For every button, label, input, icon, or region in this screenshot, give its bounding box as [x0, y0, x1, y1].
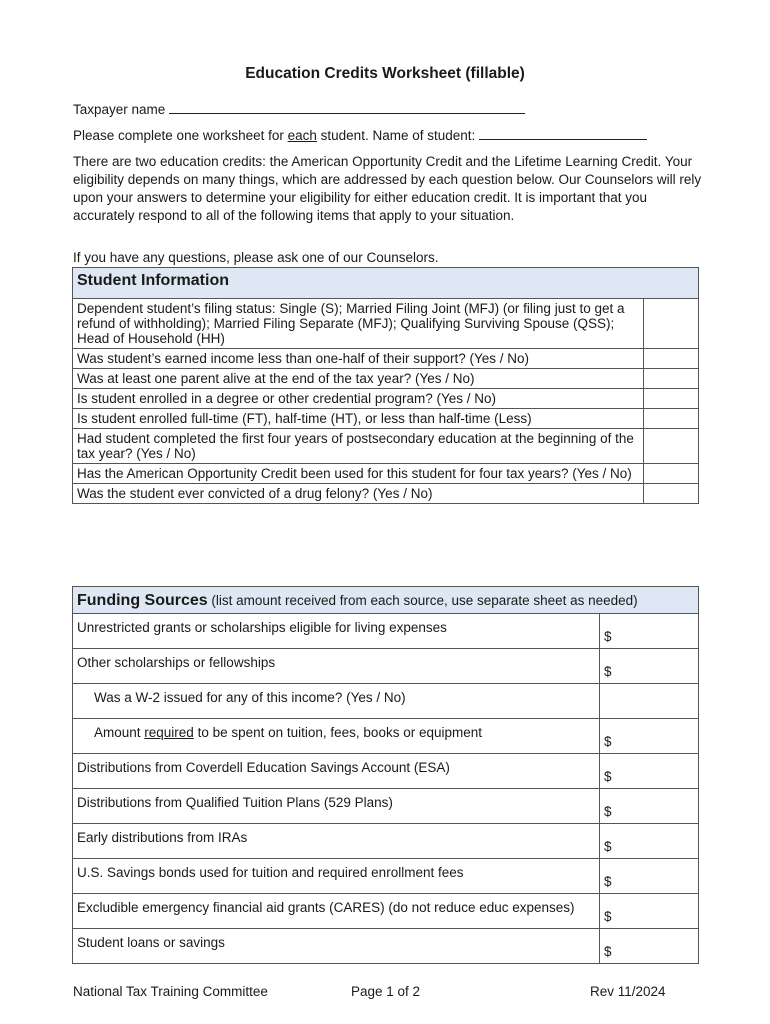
student-line-text: Please complete one worksheet for — [73, 128, 288, 143]
table-row — [73, 409, 699, 429]
amount-field[interactable]: $ — [600, 859, 699, 894]
funding-sources-heading — [73, 587, 699, 614]
funding-label: Student loans or savings — [73, 929, 600, 964]
table-row — [73, 429, 699, 464]
amount-field[interactable]: $ — [600, 894, 699, 929]
answer-field[interactable] — [644, 484, 699, 504]
page-title: Education Credits Worksheet (fillable) — [245, 65, 525, 82]
funding-label: Distributions from Coverdell Education Savings Account (ESA) — [73, 754, 600, 789]
question-label: Has the American Opportunity Credit been used for this student for four tax years? (Yes / No) — [73, 464, 644, 484]
question-label: Is student enrolled full-time (FT), half-time (HT), or less than half-time (Less) — [73, 409, 644, 429]
amount-field[interactable]: $ — [600, 614, 699, 649]
student-line-emphasis: each — [287, 128, 317, 143]
footer-revision: Rev 11/2024 — [590, 984, 666, 999]
question-label: Was the student ever convicted of a drug felony? (Yes / No) — [73, 484, 644, 504]
student-information-heading: Student Information — [73, 268, 699, 299]
table-row — [73, 929, 699, 964]
answer-field[interactable] — [644, 349, 699, 369]
funding-sources-table — [72, 586, 699, 964]
amount-field[interactable]: $ — [600, 754, 699, 789]
table-row — [73, 754, 699, 789]
question-label: Dependent student’s filing status: Single (S); Married Filing Joint (MFJ) (or filing just to get a refund of withholding); Married Filing Separate (MFJ); Qualifying Surviving Spouse (QSS); Head of Household (HH) — [73, 299, 644, 349]
table-row — [73, 299, 699, 349]
amount-field[interactable]: $ — [600, 719, 699, 754]
table-row — [73, 824, 699, 859]
funding-label: Early distributions from IRAs — [73, 824, 600, 859]
funding-label: Distributions from Qualified Tuition Plans (529 Plans) — [73, 789, 600, 824]
student-name-field[interactable] — [479, 127, 647, 140]
table-row — [73, 789, 699, 824]
amount-field[interactable]: $ — [600, 929, 699, 964]
answer-field[interactable] — [644, 299, 699, 349]
table-row — [73, 894, 699, 929]
footer-page-number: Page 1 of 2 — [351, 984, 421, 999]
answer-field[interactable] — [644, 464, 699, 484]
amount-field[interactable]: $ — [600, 824, 699, 859]
funding-label: Was a W-2 issued for any of this income? (Yes / No) — [73, 684, 600, 719]
amount-field[interactable]: $ — [600, 649, 699, 684]
funding-label — [73, 719, 600, 754]
funding-heading-note: (list amount received from each source, use separate sheet as needed) — [207, 593, 638, 608]
table-row — [73, 684, 699, 719]
funding-heading-title: Funding Sources — [77, 592, 208, 609]
funding-label: Unrestricted grants or scholarships eligible for living expenses — [73, 614, 600, 649]
table-row — [73, 484, 699, 504]
label-emphasis: required — [144, 725, 194, 740]
table-row — [73, 389, 699, 409]
footer-organization: National Tax Training Committee — [73, 984, 268, 999]
question-label: Was student’s earned income less than one-half of their support? (Yes / No) — [73, 349, 644, 369]
label-text: Amount — [94, 725, 145, 740]
table-row — [73, 369, 699, 389]
funding-label: Other scholarships or fellowships — [73, 649, 600, 684]
amount-field[interactable]: $ — [600, 789, 699, 824]
table-row — [73, 719, 699, 754]
taxpayer-name-label: Taxpayer name — [73, 102, 166, 117]
taxpayer-name-row — [73, 101, 525, 117]
table-row — [73, 349, 699, 369]
question-label: Is student enrolled in a degree or other credential program? (Yes / No) — [73, 389, 644, 409]
questions-note: If you have any questions, please ask one of our Counselors. — [73, 250, 439, 265]
answer-field[interactable] — [644, 369, 699, 389]
answer-field[interactable] — [644, 389, 699, 409]
student-line-suffix: student. Name of student: — [316, 128, 476, 143]
answer-field[interactable] — [644, 429, 699, 464]
student-information-table — [72, 267, 699, 504]
question-label: Was at least one parent alive at the end of the tax year? (Yes / No) — [73, 369, 644, 389]
question-label: Had student completed the first four years of postsecondary education at the beginning of the tax year? (Yes / No) — [73, 429, 644, 464]
table-row — [73, 464, 699, 484]
answer-field[interactable] — [644, 409, 699, 429]
intro-paragraph: There are two education credits: the American Opportunity Credit and the Lifetime Learning Credit. Your eligibility depends on many things, which are addressed by each question below. Our Counselors will rely upon your answers to determine your eligibility for either education credit. It is important that you accurately respond to all of the following items that apply to your situation. — [73, 154, 702, 223]
funding-label: U.S. Savings bonds used for tuition and required enrollment fees — [73, 859, 600, 894]
funding-label: Excludible emergency financial aid grants (CARES) (do not reduce educ expenses) — [73, 894, 600, 929]
table-row — [73, 614, 699, 649]
student-name-row — [73, 127, 647, 143]
table-row — [73, 649, 699, 684]
table-row — [73, 859, 699, 894]
answer-field[interactable] — [600, 684, 699, 719]
taxpayer-name-field[interactable] — [169, 101, 525, 114]
label-text: to be spent on tuition, fees, books or equipment — [193, 725, 482, 740]
